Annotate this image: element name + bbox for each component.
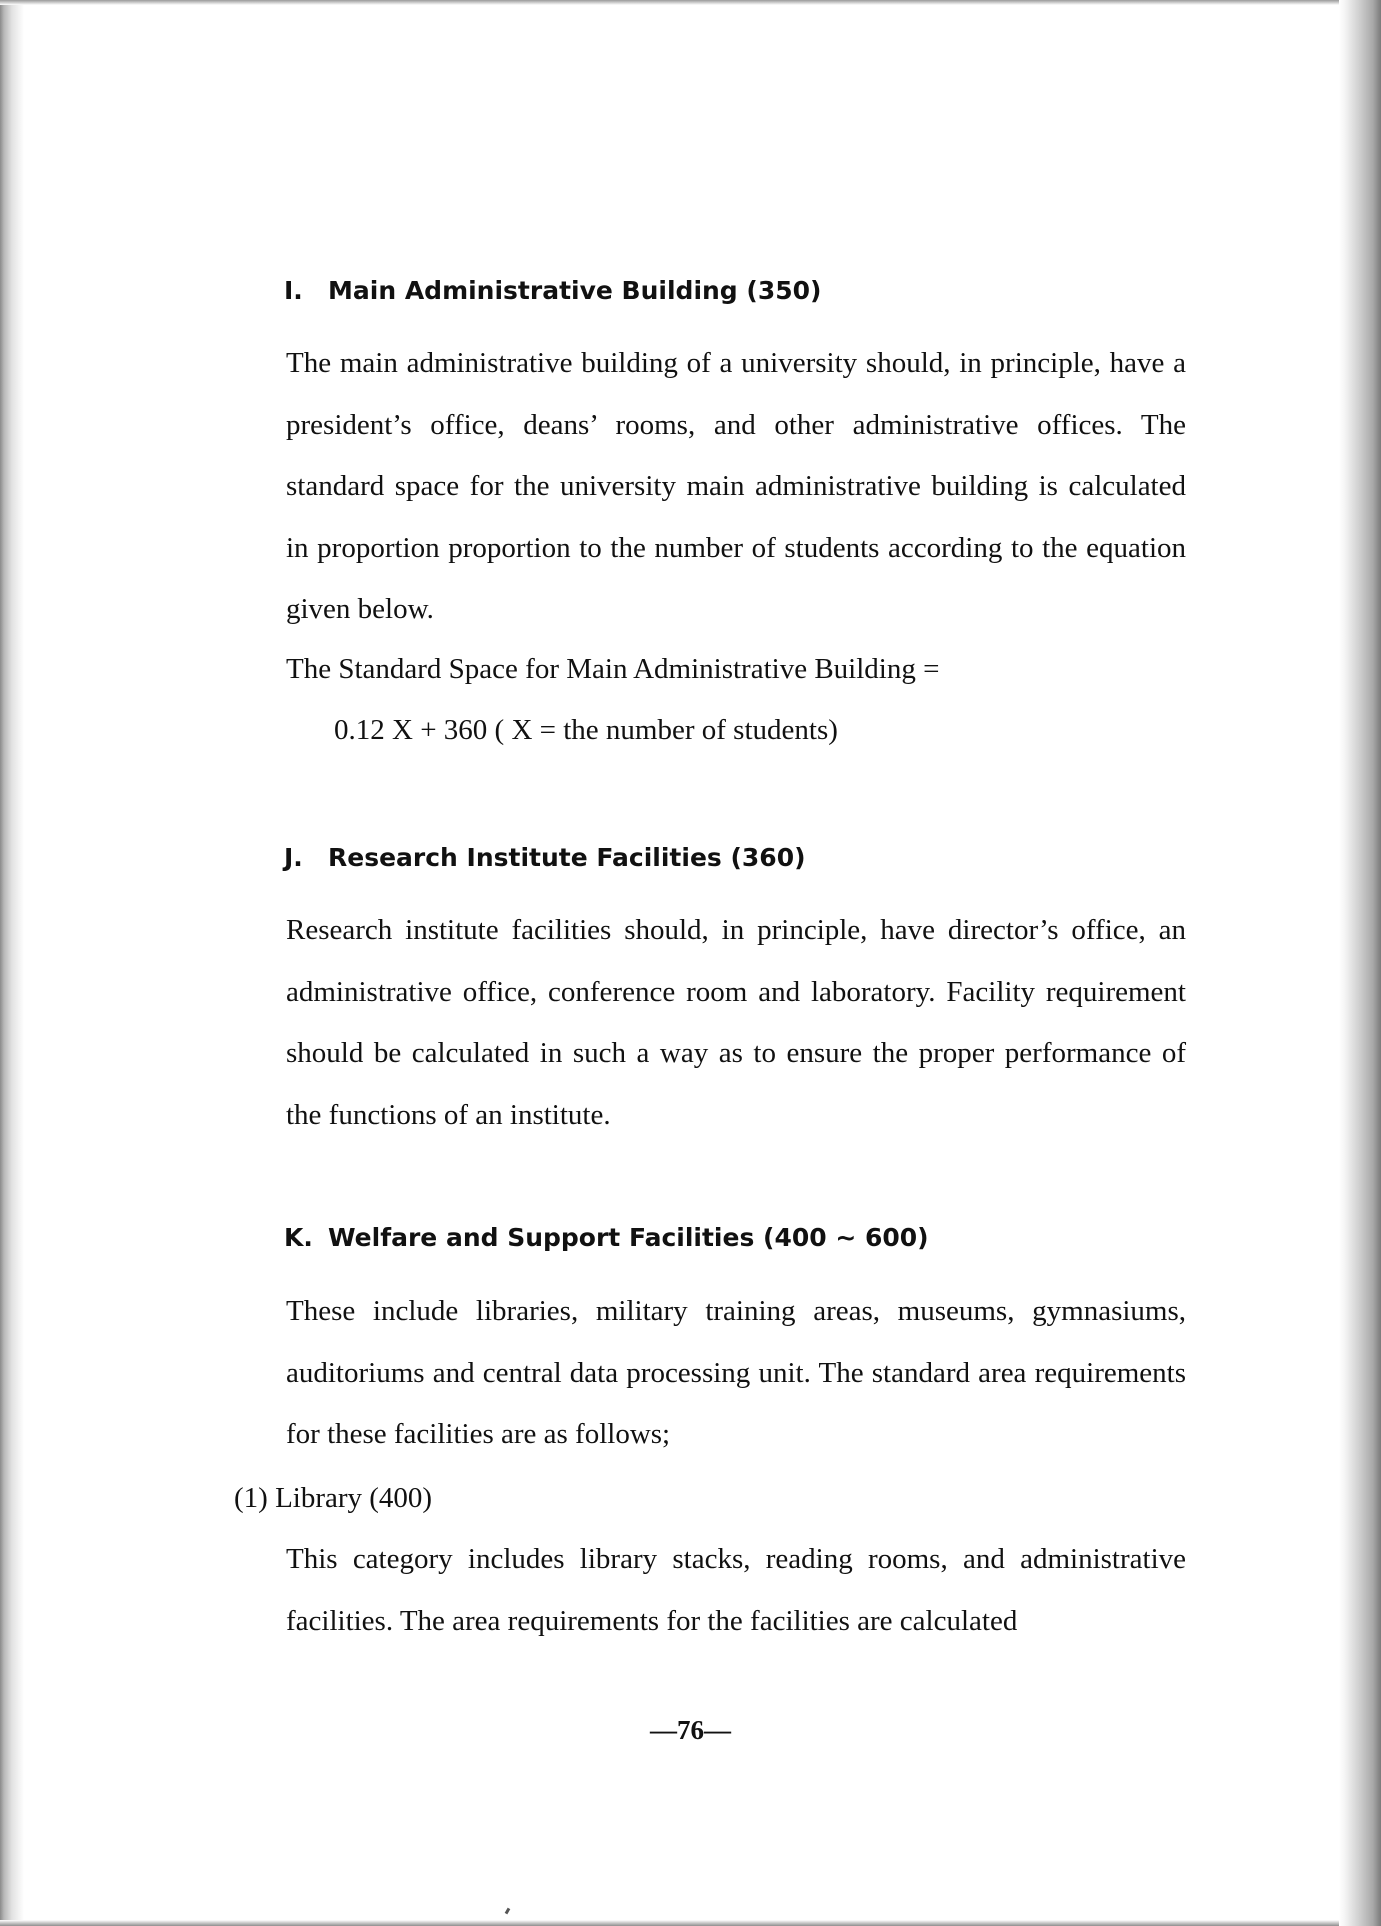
section-i-paragraph-text: The main administrative building of a university should, in principle, have a president’s office, deans’ rooms, and other administrative offices. The standard space for the university main administrative building is calculated in proportion proportion to the number of students according to the equation given below.: [286, 347, 1186, 625]
page-right-shadow: [1339, 0, 1381, 1926]
section-j-paragraph-text: Research institute facilities should, in principle, have director’s office, an administrative office, conference room and laboratory. Facility requirement should be calculated in such a way as to ensure the proper performance of the functions of an institute.: [286, 914, 1186, 1131]
section-j-paragraph: [234, 900, 1186, 1146]
section-i-letter: I.: [284, 276, 303, 305]
page-top-shadow: [0, 0, 1381, 5]
section-j-letter: J.: [284, 843, 303, 872]
library-paragraph: [234, 1529, 1186, 1652]
section-k-paragraph: [234, 1281, 1186, 1466]
library-subitem: (1) Library (400): [234, 1482, 433, 1514]
section-i-paragraph: [234, 333, 1186, 641]
formula: 0.12 X + 360 ( X = the number of students): [334, 714, 838, 746]
section-k-letter: K.: [284, 1223, 313, 1252]
section-k-heading: [284, 1223, 929, 1252]
scan-speck: [505, 1908, 511, 1915]
page-bottom-shadow: [0, 1920, 1381, 1926]
section-j-title: Research Institute Facilities (360): [328, 843, 806, 872]
page-number: —76—: [650, 1715, 731, 1745]
section-j-heading: [284, 843, 806, 872]
section-k-paragraph-text: These include libraries, military training areas, museums, gymnasiums, auditoriums and central data processing unit. The standard area requirements for these facilities are as follows;: [286, 1295, 1186, 1450]
library-paragraph-text: This category includes library stacks, reading rooms, and administrative facilities. The area requirements for the facilities are calculated: [286, 1543, 1186, 1637]
section-i-heading: [284, 276, 821, 305]
section-i-title: Main Administrative Building (350): [328, 276, 822, 305]
page-left-shadow: [0, 0, 24, 1926]
formula-label: The Standard Space for Main Administrative Building =: [286, 653, 940, 685]
section-k-title: Welfare and Support Facilities (400 ~ 600): [328, 1223, 929, 1252]
